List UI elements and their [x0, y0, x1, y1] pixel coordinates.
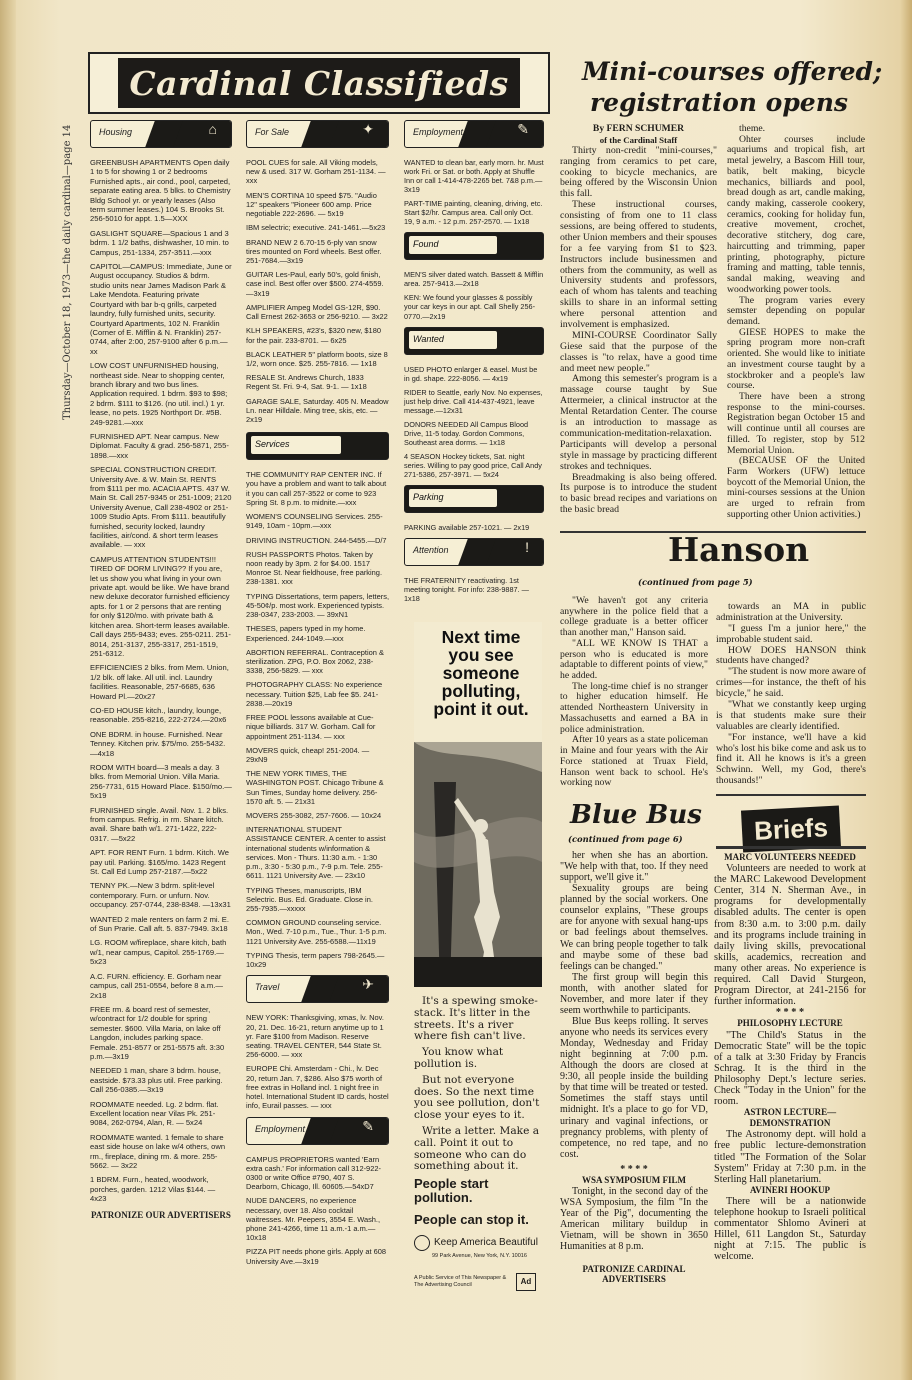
hanson-col-1-text: [560, 596, 708, 789]
blue-bus-text: [560, 850, 708, 1160]
page-edge: [900, 0, 912, 1380]
mini-courses-headline-1: Mini-courses offered;: [582, 57, 883, 86]
classified-ad: THE COMMUNITY RAP CENTER INC. If you have a problem and want to talk about it you can call 257-3522 or come to 923 Spring St. 8 p.m. to midnite.—xxx: [246, 470, 387, 507]
article-paragraph: Blue Bus keeps rolling. It serves anyone who needs its services every Monday, Wednesday and Friday night beginning at 7:00 p.m. Although the doors are closed at 9:30, all people inside the building by that time will be treated or tested. Sometimes the staff stays until midnight. It's a place to go for VD, urinary and vaginal infections, or pregnancy problems, with plenty of competence, no red tape, and no cost.: [560, 1015, 708, 1160]
classified-ad: IBM selectric; executive. 241-1461.—5x23: [246, 223, 386, 233]
classified-column-3: [404, 120, 544, 608]
housing-ad-list: [90, 158, 232, 1204]
stars: * * * *: [620, 1163, 648, 1175]
attention-icon: !: [525, 539, 529, 556]
article-paragraph: "What we constantly keep urging is that students make sure their valuables are clearly identified.: [716, 699, 866, 732]
psa-tagline-1: People start pollution.: [414, 1176, 489, 1206]
classified-ad: 4 SEASON Hockey tickets, Sat. night series. Willing to pay good price, Call Andy 271-5386, 257-3971. — 5x24: [404, 451, 542, 480]
psa-paragraph: Write a letter. Make a call. Point it out to someone who can do something about it.: [414, 1124, 540, 1173]
hanson-headline: Hanson: [668, 530, 810, 569]
mini-courses-col-2: [727, 124, 865, 521]
classified-ad: CO-ED HOUSE kitch., laundry, lounge, reasonable. 255-8216, 222-2724.—20x6: [90, 705, 227, 725]
brief-heading: PHILOSOPHY LECTURE: [737, 1018, 843, 1029]
classified-ad: MOVERS 255-3082, 257-7606. — 10x24: [246, 811, 382, 821]
hanson-col-2-text: [716, 602, 866, 787]
article-paragraph: (BECAUSE OF the United Farm Workers (UFW) lettuce boycott of the Memorial Union, the mini-courses sessions at the Union are urged to refrain from supporting other Union activities.): [727, 455, 865, 520]
classified-ad: NUDE DANCERS, no experience necessary, over 18. Also cocktail waitresses. Mr. Peepers, 3554 E. Wash., phone 241-4266, time 11 a.m.-1 a.m.—10x18: [246, 1196, 381, 1243]
blue-bus-headline: Blue Bus: [570, 800, 702, 830]
psa-tagline-2: People can stop it.: [414, 1212, 529, 1228]
byline: By FERN SCHUMER: [592, 123, 685, 134]
classified-ad: LOW COST UNFURNISHED housing, northeast side. Near to shopping center, branch library and two bus lines. Application required. 1 bdrm. $93 to $98; 2 bdrm. $111 to $126. (no util. incl.) 1 yr. lease, no pets. 1925 Northport Dr. #5B. 249-9281.—xxx: [90, 361, 228, 427]
column-footer: PATRONIZE CARDINAL ADVERTISERS: [582, 1264, 686, 1285]
psa-copy-paragraphs: [414, 996, 544, 1173]
category-housing: [90, 120, 232, 148]
mini-courses-col-1: [560, 124, 717, 516]
mini-courses-headline-2: registration opens: [590, 88, 848, 117]
article-paragraph: There have been a strong response to the mini-courses. Registration began October 15 and will continue until all courses are filled. To register, stop by 512 Memorial Union.: [727, 390, 865, 456]
classified-column-1: [90, 120, 232, 1225]
category-employment-2: [246, 1117, 389, 1145]
classified-column-2: [246, 120, 389, 1271]
travel-ad-list: [246, 1013, 389, 1110]
classified-ad: AMPLIFIER Ampeg Model GS-12R, $90. Call Ernest 262-3653 or 256-9210. — 3x22: [246, 302, 388, 322]
category-label: Wanted: [413, 333, 444, 344]
article-paragraph: Ohter courses include aquariums and tropical fish, art metal jewelry, a Bascom Hill tour, batik, belt making, bicycle mechanics, billiards and pool, bread dough as art, candle making, candy making, casserole cookery, ceramics, cooking for holiday fun, creative movement, crochet, decorative stitchery, dog care, haircutting and trimming, paper printing, photography, picture framing and matting, table tennis, sandal making, weaving and woodworking power tools.: [727, 133, 865, 295]
classified-ad: ROOMMATE wanted. 1 female to share east side house on lake w/4 others, own rm., fireplace, dining rm. & more. 255-5662. — 3x22: [90, 1132, 226, 1170]
category-travel: [246, 975, 389, 1003]
divider: [716, 846, 866, 849]
classified-ad: THE NEW YORK TIMES, THE WASHINGTON POST. Chicago Tribune & Sun Times, Sunday home delivery. 256-1570 aft. 5. — 21x31: [246, 769, 384, 806]
plane-icon: ✈: [362, 976, 374, 993]
classified-ad: TYPING Thesis, term papers 798-2645.—10x29: [246, 950, 385, 970]
brief-heading: ASTRON LECTURE—DEMONSTRATION: [743, 1107, 837, 1129]
classified-ad: TENNY PK.—New 3 bdrm. split-level contemporary. Furn. or unfurn. Nov. occupancy. 257-0744, 238-8348. —13x31: [90, 881, 231, 910]
smokestack-image: [414, 742, 542, 987]
article-paragraph: "For instance, we'll have a kid who's lost his bike come and ask us to find it. All he knows is it's a green Schwinn. Well, my God, there's thousands!": [716, 731, 866, 787]
article-paragraph: HOW DOES HANSON think students have changed?: [716, 644, 866, 667]
classified-ad: A.C. FURN. efficiency. E. Gorham near campus, call 251-0554, before 8 a.m.—2x18: [90, 971, 223, 1000]
classified-ad: ABORTION REFERRAL. Contraception & sterilization. ZPG, P.O. Box 2062, 238-3338, 256-5829. — xxx: [246, 647, 384, 676]
brief-text: There will be a nationwide telephone hookup to Israeli political commentator Shlomo Avineri at Hillel, 611 Langdon St., Saturday night at 7:15. The public is welcome.: [714, 1195, 866, 1263]
divider: [716, 794, 866, 796]
kab-logo-icon: [414, 1235, 430, 1251]
classified-ad: NEW YORK: Thanksgiving, xmas, lv. Nov. 20, 21. Dec. 16-21, return anytime up to 1 yr. Fare $100 from Madison. Reserve seating. TRAVEL CENTER, 544 State St. 256-6000. — xxx: [246, 1013, 384, 1060]
category-label: For Sale: [255, 127, 290, 137]
mini-courses-col-2-text: [727, 124, 865, 521]
psa-paragraph: You know what pollution is.: [414, 1046, 504, 1070]
classified-ad: FREE rm. & board rest of semester, w/contract for 1/2 double for spring semester. $600. Villa Maria, on lake off Langdon, includes parking space. Female. 251-8577 or 251-5575 aft. 3:30 p.m.—3x19: [90, 1004, 225, 1061]
classified-ad: THESES, papers typed in my home. Experienced. 244-1049.—xxx: [246, 624, 366, 643]
category-services: [246, 432, 389, 460]
stars: * * * *: [775, 1007, 805, 1019]
category-found: [404, 232, 544, 260]
category-label: Employment: [255, 1123, 306, 1134]
article-paragraph: theme.: [739, 123, 766, 134]
classifieds-masthead: [88, 52, 550, 114]
film-heading: WSA SYMPOSIUM FILM: [581, 1174, 686, 1185]
category-label: Services: [255, 439, 290, 450]
classified-ad: MOVERS quick, cheap! 251-2004. — 29xN9: [246, 745, 370, 764]
classified-ad: CAMPUS ATTENTION STUDENTS!!! TIRED OF DORM LIVING?? If you are, let us show you what living in your own private apt. would be like. We have brand new deluxe decorator furnished efficiency apts. for 1 or 2 persons that are renting for only $120/mo. with private bath & kitchen area. Short-term leases available. Call days 255-9433; eves. 255-0211. 251-8014, 251-3137, 255-3317, 251-1519, 251-6312.: [90, 554, 231, 658]
mini-courses-col-1-text: [560, 146, 717, 516]
classified-ad: SPECIAL CONSTRUCTION CREDIT. University Ave. & W. Main St. RENTS from $111 per mo. ACACIA APTS. 437 W. Main St. Call 257-9345 or 251-1009; 2120 University Avenue, Call 238-4902 or 251-1009 Studio Apts. From $111. beautifully furnished, security locked, laundry facilities, air/cond. & short term leases available. — xxx: [90, 465, 232, 550]
blue-bus-continued: (continued from page 6): [568, 834, 683, 844]
classified-ad: FURNISHED APT. Near campus. New Diplomat. Faculty & grad. 256-5871, 255-1898.—xxx: [90, 431, 229, 460]
services-ad-list: [246, 470, 389, 969]
classified-ad: GUITAR Les-Paul, early 50's, gold finish, case incl. Best offer over $500. 274-4559.—3x19: [246, 270, 384, 298]
briefs-body: [714, 852, 866, 1262]
wanted-ad-list: [404, 365, 544, 480]
psa-credit: A Public Service of This Newspaper & The Advertising Council: [414, 1274, 507, 1288]
category-label: Housing: [99, 127, 133, 137]
classified-ad: WANTED 2 male renters on farm 2 mi. E. of Sun Prarie. Call aft. 5. 837-7949. 3x18: [90, 914, 229, 934]
masthead-banner: [118, 58, 520, 108]
employment-2-ad-list: [246, 1155, 389, 1266]
classified-ad: BRAND NEW 2 6.70-15 6-ply van snow tires mounted on Ford wheels. Best offer. 251-7684.—3x19: [246, 237, 382, 265]
classified-ad: RIDER to Seattle, early Nov. No expenses, just help drive. Call 414-437-4921, leave message.—12x31: [404, 387, 543, 415]
classified-ad: NEEDED 1 man, share 3 bdrm. house, eastside. $73.33 plus util. Free parking. Call 256-0385.—3x19: [90, 1066, 223, 1095]
classified-ad: ONE BDRM. in house. Furnished. Near Tenney. Kitchen priv. $75/mo. 255-5432.—4x18: [90, 729, 226, 758]
house-icon: ⌂: [208, 121, 217, 137]
employment-icon: ✎: [517, 121, 529, 137]
briefs-title: Briefs: [753, 811, 829, 846]
brief-heading: AVINERI HOOKUP: [749, 1184, 831, 1195]
category-wanted: [404, 327, 544, 355]
found-ad-list: [404, 270, 544, 320]
classified-ad: KLH SPEAKERS, #23's, $320 new, $180 for the pair. 233-8701. — 6x25: [246, 326, 381, 345]
classified-ad: PARKING available 257-1021. — 2x19: [404, 523, 530, 533]
classified-ad: GREENBUSH APARTMENTS Open daily 1 to 5 for showing 1 or 2 bedrooms Furnished apts., air cond., pool, carpeted, separate eating area. 5 blks. to Chemistry Bldg School yr. or yearly leases (Also term summer leases.) 104 S. Brooks St. 256-5010 for appt. 1.5—XXX: [90, 158, 231, 224]
classified-ad: COMMON GROUND counseling service. Mon., Wed. 7-10 p.m., Tue., Thur. 1-5 p.m. 1121 University Ave. 255-6588.—11x19: [246, 918, 387, 946]
classified-ad: CAMPUS PROPRIETORS wanted 'Earn extra cash.' For information call 312-922-0300 or write Office #790, 407 S. Dearborn, Chicago, Ill. 60605.—54xD7: [246, 1154, 381, 1192]
brief-text: Volunteers are needed to work at the MARC Lakewood Development Center, 314 N. Sherman Ave., in programs for developmentally disabled adults. The center is open from 8:30 a.m. to 3:00 p.m. daily and its programs include training in daily living skills, prevocational skills, academics, recreation and many other areas. No experience is required. Call David Sturgeon, Program Director, at 241-2156 for further information.: [714, 863, 866, 1008]
classified-ad: CAPITOL—CAMPUS: Immediate, June or August occupancy. Studios & bdrm. studio units near James Madison Park & Lake Mendota. Featuring private Courtyard with bar b-q grills, carpeted laundry, fully furnished units, security. Courtyard Apartments, 102 N. Franklin (Corner of E. Mifflin & N. Franklin) 257-0744, after 2:00, 257-9100 after 6 p.m.—xx: [90, 262, 232, 356]
article-paragraph: After 10 years as a state policeman in Maine and four years with the Air Force stationed at Truax Field, Hanson went back to school. He's working now: [560, 734, 708, 789]
psa-paragraph: But not everyone does. So the next time you see pollution, don't close your eyes to it.: [414, 1073, 540, 1122]
classified-ad: TYPING Theses, manuscripts, IBM Selectric. Bus. Ed. Graduate. Close in. 255-7935.—xxxxx: [246, 885, 373, 913]
article-paragraph: "I guess I'm a junior here," the improbable student said.: [716, 622, 866, 645]
brief-text: The Astronomy dept. will hold a free public lecture-demonstration titled "The Formation of the Solar System" Friday at 7:30 p.m. in the Sterling Hall planetarium.: [714, 1129, 866, 1185]
classified-ad: MEN'S CORTINA 10 speed $75. "Audio 12" speakers "Pioneer 600 amp. Price negotiable 222-2696. — 5x19: [246, 190, 377, 219]
classified-ad: MEN'S silver dated watch. Bassett & Mifflin area. 257-9413.—2x18: [404, 270, 544, 289]
for-sale-ad-list: [246, 158, 389, 424]
byline-staff: of the Cardinal Staff: [599, 134, 678, 145]
article-paragraph: Among this semester's program is a massage course taught by Sue Attermeier, a clinical instructor at the Mental Retardation Center. The course is an introduction to massage as communication-meditation-relaxation. Participants will develop a personal style in massage by practicing different strokes and techniques.: [560, 373, 717, 472]
classified-ad: 1 BDRM. Furn., heated, woodwork, porches, garden. 1212 Vilas $144. — 4x23: [90, 1175, 216, 1204]
article-paragraph: Thirty non-credit "mini-courses," ranging from ceramics to pet care, cooking to bicycle mechanics, are being offered by the Wisconsin Union this fall.: [560, 144, 717, 200]
classified-ad: WANTED to clean bar, early morn. hr. Must work Fri. or Sat. or both. Apply at Shuffle Inn or call 1-414-478-2265 bet. 7&8 p.m.—3x19: [404, 158, 544, 195]
category-for-sale: [246, 120, 389, 148]
article-paragraph: GIESE HOPES to make the spring program more non-craft oriented. She would like to initiate an investment course taught by a stockbroker and a people's law course.: [727, 326, 865, 392]
classified-ad: APT. FOR RENT Furn. 1 bdrm. Kitch. We pay util. Parking. $165/mo. 1423 Regent St. Call Ed Lump 257-2187.—5x22: [90, 848, 229, 877]
article-paragraph: her when she has an abortion. "We help with that, too. If they need support, we'll give it.": [560, 850, 708, 884]
employment-icon: ✎: [362, 1117, 374, 1134]
running-head: Thursday—October 18, 1973—the daily cardinal—page 14: [62, 124, 73, 420]
psa-headline: Next time you see someone polluting, point it out.: [433, 627, 529, 719]
brief-heading: MARC VOLUNTEERS NEEDED: [724, 852, 856, 862]
psa-copy: [414, 996, 544, 1291]
hanson-continued: (continued from page 5): [638, 577, 753, 587]
classified-ad: DRIVING INSTRUCTION. 244-5455.—D/7: [246, 535, 387, 545]
ad-council-logo-icon: Ad: [516, 1273, 536, 1291]
article-paragraph: "The student is now more aware of crimes—for instance, the theft of his bicycle," he said.: [716, 666, 866, 700]
classified-ad: THE FRATERNITY reactivating. 1st meeting tonight. For info: 238-9887. — 1x18: [404, 576, 529, 604]
classified-ad: BLACK LEATHER 5" platform boots, size 8 1/2, worn once. $25. 255-7816. — 1x18: [246, 349, 388, 368]
classified-ad: GASLIGHT SQUARE—Spacious 1 and 3 bdrm. 1 1/2 baths, dishwasher, 10 min. to Campus, 251-1334, 257-3511.—xxx: [90, 228, 229, 257]
film-text: Tonight, in the second day of the WSA Symposium, the film "In the Year of the Pig", documenting the American military buildup in Vietnam, will be shown in 3650 Humanities at 8 p.m.: [560, 1185, 708, 1253]
classified-ad: ROOM WITH board—3 meals a day. 3 blks. from Memorial Union. Villa Maria. 256-7731, 615 Howard Place. $150/mo.—5x19: [90, 762, 232, 801]
category-employment-1: [404, 120, 544, 148]
article-paragraph: The first group will begin this month, with another slated for November, and more later if they seem worthwhile to participants.: [560, 971, 708, 1016]
classified-ad: KEN: We found your glasses & possibly your car keys in our apt. Call Shelly 256-0770.—2x19: [404, 293, 535, 321]
parking-ad-list: [404, 523, 544, 532]
classified-ad: USED PHOTO enlarger & easel. Must be in gd. shape. 222-8056. — 4x19: [404, 364, 538, 383]
masthead-title: Cardinal Classifieds: [129, 63, 509, 103]
classified-ad: ROOMMATE needed. Lg. 2 bdrm. flat. Excellent location near Vilas Pk. 251-9084, 262-0794, Alan, R. — 5x24: [90, 1099, 219, 1128]
classified-ad: FREE POOL lessons available at Cue-nique billiards. 317 W. Gorham. Call for appointment 251-1134. — xxx: [246, 713, 376, 741]
classified-ad: LG. ROOM w/fireplace, share kitch, bath w/1, near campus, Capitol. 255-1769.—5x23: [90, 938, 227, 967]
brief-text: "The Child's Status in the Democratic State" will be the topic of a talk at 3:30 Friday by Francis Schrag. It is the third in the Philosophy Dept.'s lecture series. Check "Today in the Union" for the room.: [714, 1029, 866, 1108]
category-label: Found: [413, 239, 439, 250]
blue-bus-body: [560, 850, 708, 1284]
article-paragraph: The program varies every semster depending on popular demand.: [727, 294, 865, 327]
attention-ad-list: [404, 576, 544, 603]
category-label: Travel: [255, 982, 280, 993]
pollution-psa-ad: [414, 622, 542, 987]
classified-ad: POOL CUES for sale. All Viking models, new & used. 317 W. Gorham 251-1134. — xxx: [246, 158, 386, 186]
article-paragraph: towards an MA in public administration at the University.: [716, 601, 866, 623]
psa-paragraph: It's a spewing smoke-stack. It's litter in the streets. It's a river where fish can't live.: [414, 995, 538, 1043]
classified-ad: EUROPE Chi. Amsterdam - Chi., lv. Dec 20, return Jan. 7, $286. Also $75 worth of free extras in Holland incl. 1 night free in hotel. International Student ID cards, hostel info, Eurail passes. — xxx: [246, 1064, 389, 1111]
for-sale-icon: ✦: [362, 121, 374, 137]
kab-name: Keep America Beautiful: [434, 1237, 538, 1249]
hanson-col-2: [716, 602, 866, 787]
article-paragraph: MINI-COURSE Coordinator Sally Giese said that the purpose of the classes is "to relax, have a good time and meet new people.": [560, 329, 717, 374]
classified-ad: PHOTOGRAPHY CLASS: No experience necessary. Tuition $25, Lab fee $5. 241-2838.—20x19: [246, 680, 383, 708]
article-paragraph: These instructional courses, consisting of from one to 11 class sessions, are being offered to students, other Union members and their spouses for a fee varying from $1 to $23. Instructors include businessmen and others from the community, as well as University students and professors, each of whom has talents and teaching skills to share in an informal setting where personal attention and involvement is emphasized.: [560, 199, 717, 331]
category-attention: [404, 538, 544, 566]
classified-ad: WOMEN'S COUNSELING Services. 255-9149, 10am - 10pm.—xxx: [246, 512, 383, 531]
article-paragraph: Sexuality groups are being planned by the social workers. One counselor explains, "These groups are for anyone with sexual hang-ups or bad feelings about themselves. We can bring people together to talk and maybe some of these bad feelings can be changed.": [560, 883, 708, 972]
category-label: Attention: [413, 545, 449, 556]
smokestack-photo: [414, 742, 542, 987]
page-spine: [0, 0, 16, 1380]
classified-ad: RUSH PASSPORTS Photos. Taken by noon ready by 3pm. 2 for $4.00. 1517 Monroe St. Near fieldhouse, free parking. 238-1381. xxx: [246, 549, 383, 587]
classified-ad: INTERNATIONAL STUDENT ASSISTANCE CENTER. A center to assist international students w/information & services. Mon - Thurs. 11:30 a.m. - 1:30 p.m., 3:30 - 5:30 p.m., 7-9 p.m. Tele. 255-6611. 1121 University Ave. — 23x10: [246, 825, 386, 881]
classified-ad: DONORS NEEDED All Campus Blood Drive, 11-5 today. Gordon Commons, Southeast area dorms. — 1x18: [404, 419, 529, 447]
classified-ad: PIZZA PIT needs phone girls. Apply at 608 University Ave.—3x19: [246, 1247, 387, 1266]
hanson-col-1: [560, 596, 708, 789]
article-paragraph: "We haven't got any criteria anywhere in the police field that a college graduate is a better officer than another man," Hanson said.: [560, 595, 708, 639]
classified-ad: PART-TIME painting, cleaning, driving, etc. Start $2/hr. Campus area. Call only Oct. 19, 9 a.m. - 12 p.m. 257-2570. — 1x18: [404, 199, 543, 227]
employment-1-ad-list: [404, 158, 544, 226]
classified-ad: EFFICIENCIES 2 blks. from Mem. Union, 1/2 blk. off lake. All util. incl. Laundry facilities. Reasonable, 257-6685, 636 Howard Pl.—20x27: [90, 663, 229, 701]
category-label: Parking: [413, 492, 444, 503]
kab-address: 99 Park Avenue, New York, N.Y. 10016: [432, 1253, 527, 1260]
classified-ad: GARAGE SALE, Saturday. 405 N. Meadow Ln. near Hilldale. Ming tree, skis, etc. — 2x19: [246, 396, 389, 425]
article-paragraph: "ALL WE KNOW IS THAT a person who is educated is more adaptable to different points of view," he added.: [560, 637, 708, 682]
category-parking: [404, 485, 544, 513]
column-footer: PATRONIZE OUR ADVERTISERS: [91, 1209, 231, 1220]
classified-ad: FURNISHED single. Avail. Nov. 1. 2 blks. from campus. Refrig. in rm. Share kitch. avail. Share bath w/1. 271-1422, 222-0317. —5x22: [90, 805, 229, 843]
category-label: Employment: [413, 127, 464, 137]
classified-ad: RESALE St. Andrews Church, 1833 Regent St. Fri. 9-4, Sat. 9-1. — 1x18: [246, 373, 367, 392]
classified-ad: TYPING Dissertations, term papers, letters, 45-50¢/p. most work. Experienced typists. 238-0347, 233-2003. — 39xN1: [246, 591, 390, 620]
article-paragraph: Breadmaking is also being offered. Its purpose is to introduce the student to basic bread recipes and variations on the basic bread: [560, 471, 717, 516]
article-paragraph: The long-time chief is no stranger to higher education himself. He attended Northeastern University in Massachusetts and earned a BA in police administration.: [560, 680, 708, 735]
